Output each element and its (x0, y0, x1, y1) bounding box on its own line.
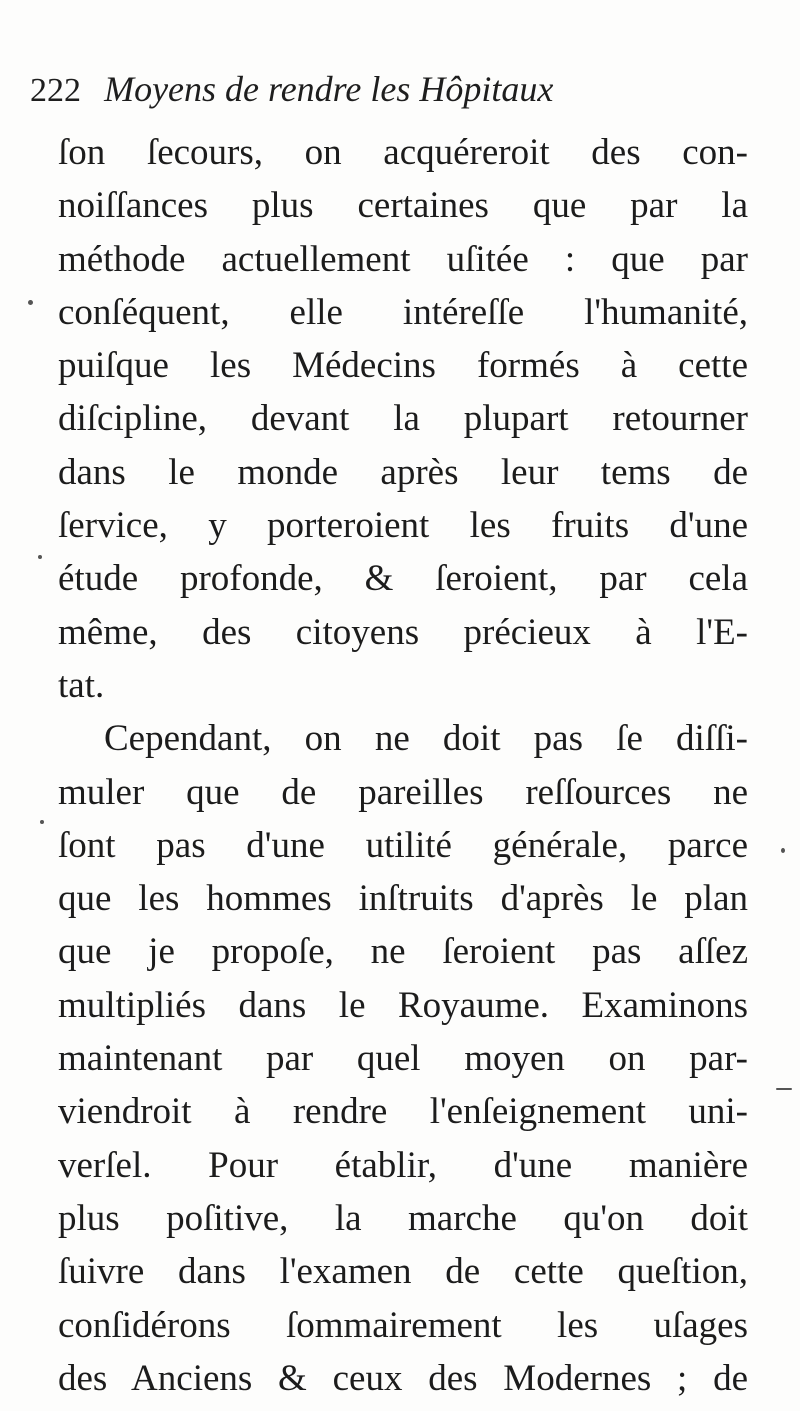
text-line: même, des citoyens précieux à l'E- (58, 611, 748, 653)
scan-speck (28, 300, 33, 305)
text-line: viendroit à rendre l'enſeignement uni- (58, 1091, 748, 1133)
running-title: Moyens de rendre les Hôpitaux (104, 69, 554, 109)
text-line: dans le monde après leur tems de (58, 451, 748, 493)
show-through-text (55, 22, 755, 62)
text-line: multipliés dans le Royaume. Examinons (58, 984, 748, 1026)
text-line: noiſſances plus certaines que par la (58, 185, 748, 227)
body-text (58, 126, 748, 1396)
text-line: ſont pas d'une utilité générale, parce (58, 824, 748, 866)
scan-speck (38, 555, 42, 559)
text-line: tat. (58, 664, 105, 706)
text-line: muler que de pareilles reſſources ne (58, 771, 748, 813)
text-line: verſel. Pour établir, d'une manière (58, 1144, 748, 1186)
page-number: 222 (30, 72, 81, 109)
text-line: conſéquent, elle intéreſſe l'humanité, (58, 291, 748, 333)
text-line: méthode actuellement uſitée : que par (58, 238, 748, 280)
text-line: ſon ſecours, on acquéreroit des con- (58, 132, 748, 173)
text-line: plus poſitive, la marche qu'on doit (58, 1197, 748, 1239)
text-line: puiſque les Médecins formés à cette (58, 345, 748, 387)
text-line: que je propoſe, ne ſeroient pas aſſez (58, 931, 748, 973)
text-line: Cependant, on ne doit pas ſe diſſi- (104, 718, 748, 760)
text-line: que les hommes inſtruits d'après le plan (58, 878, 748, 920)
scan-speck (40, 820, 44, 824)
text-line: étude profonde, & ſeroient, par cela (58, 558, 748, 600)
text-line: diſcipline, devant la plupart retourner (58, 398, 748, 440)
text-line: maintenant par quel moyen on par- (58, 1038, 748, 1080)
text-line: ſervice, y porteroient les fruits d'une (58, 505, 748, 547)
text-line: ſuivre dans l'examen de cette queſtion, (58, 1251, 748, 1293)
text-line: conſidérons ſommairement les uſages (58, 1304, 748, 1346)
text-line: des Anciens & ceux des Modernes ; de (58, 1357, 748, 1396)
page-header (30, 68, 770, 120)
scan-speck (776, 1088, 792, 1090)
scan-speck (781, 848, 785, 853)
